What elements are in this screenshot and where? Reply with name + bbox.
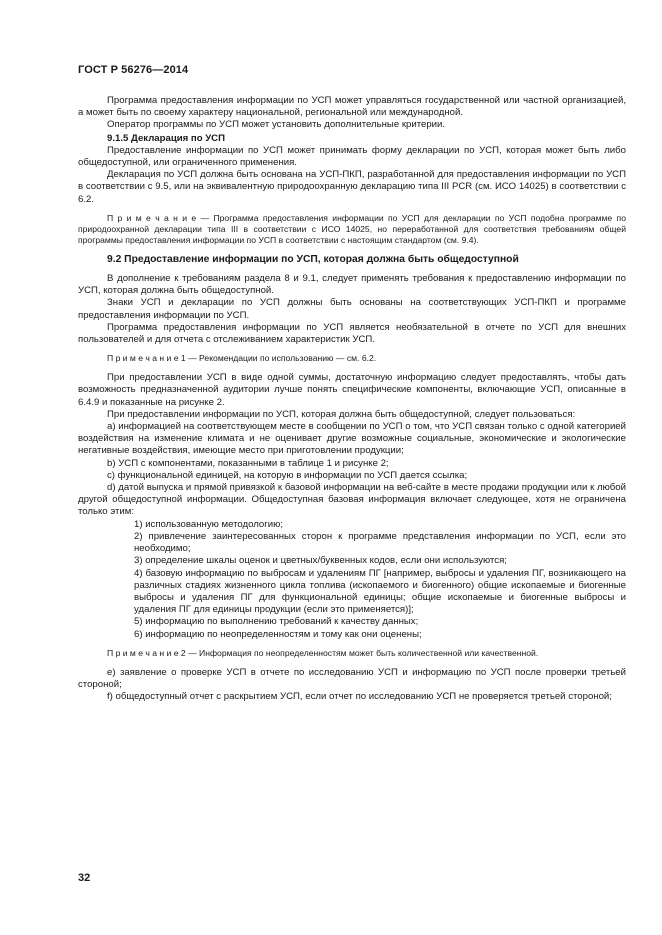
list-item: е) заявление о проверке УСП в отчете по исследованию УСП и информацию по УСП после проверки третьей стороной; xyxy=(78,666,626,690)
note-label: П р и м е ч а н и е 1 xyxy=(107,353,186,364)
note-label: П р и м е ч а н и е 2 xyxy=(107,647,186,658)
list-item: b) УСП с компонентами, показанными в таблице 1 и рисунке 2; xyxy=(107,457,389,469)
paragraph: Программа предоставления информации по УСП является необязательной в отчете по УСП для внешних пользователей и для отчета с отслеживанием характеристик УСП. xyxy=(78,321,626,346)
note xyxy=(78,353,626,364)
paragraph: Предоставление информации по УСП может принимать форму декларации по УСП, которая может быть либо общедоступной, или ограниченного применения. xyxy=(78,144,626,169)
document-body xyxy=(78,95,626,703)
sub-list-item: 1) использованную методологию; xyxy=(134,518,283,530)
note xyxy=(78,648,626,659)
note xyxy=(78,213,626,246)
page-number: 32 xyxy=(78,872,91,884)
paragraph: При предоставлении информации по УСП, которая должна быть общедоступной, следует пользоваться: xyxy=(107,408,576,420)
sub-list-item: 5) информацию по выполнению требований к качеству данных; xyxy=(134,616,419,628)
paragraph: При предоставлении УСП в виде одной суммы, достаточную информацию следует предоставлять, чтобы дать возможность предназначенной аудитории лучше понять специфические компоненты, включающие УСП, описанные в 6.4.9 и показанные на рисунке 2. xyxy=(78,372,626,408)
subsection-heading: 9.1.5 Декларация по УСП xyxy=(107,132,226,144)
paragraph: В дополнение к требованиям раздела 8 и 9.1, следует применять требования к предоставлению информации по УСП, которая должна быть общедоступной. xyxy=(78,273,626,297)
list-item: d) датой выпуска и прямой привязкой к базовой информации на веб-сайте в месте продажи продукции или к любой другой общедоступной информации. Общедоступная базовая информация включает следующее, хотя не ограничена только этим: xyxy=(78,482,626,518)
list-item: а) информацией на соответствующем месте в сообщении по УСП о том, что УСП связан только с одной категорией воздействия на изменение климата и не оценивает другие возможные социальные, экономические и экологические негативные воздействия, имеющие место при приготовлении продукции; xyxy=(78,421,626,457)
note-text: — Рекомендации по использованию — см. 6.2. xyxy=(185,353,377,364)
sub-list-item: 2) привлечение заинтересованных сторон к программе представления информации по УСП, если это необходимо; xyxy=(134,530,626,555)
list-item: c) функциональной единицей, на которую в информации по УСП дается ссылка; xyxy=(107,469,468,481)
paragraph: Программа предоставления информации по УСП может управляться государственной или частной организацией, а может быть по своему характеру национальной, региональной или международной. xyxy=(78,95,626,119)
standard-header: ГОСТ Р 56276—2014 xyxy=(78,64,189,76)
note-text: — Программа предоставления информации по УСП для декларации по УСП подобна программе по природоохранной декларации типа III в соответствии с ИСО 14025, но переработанной для соответствия требованиям общей программы предоставления информации по УСП в соответствии с настоящим стандартом (см. 9.4). xyxy=(78,212,626,245)
section-heading: 9.2 Предоставление информации по УСП, которая должна быть общедоступной xyxy=(107,253,519,265)
sub-list-item: 3) определение шкалы оценок и цветных/буквенных кодов, если они используются; xyxy=(134,555,507,567)
note-text: — Информация по неопределенностям может быть количественной или качественной. xyxy=(185,647,539,658)
paragraph: Знаки УСП и декларации по УСП должны быть основаны на соответствующих УСП-ПКП и программе предоставления информации по УСП. xyxy=(78,297,626,321)
note-label: П р и м е ч а н и е xyxy=(107,212,197,223)
sub-list-item: 6) информацию по неопределенностям и тому как они оценены; xyxy=(134,628,422,640)
paragraph: Декларация по УСП должна быть основана на УСП-ПКП, разработанной для предоставления информации по УСП в соответствии с 9.5, или на эквивалентную природоохранную декларацию типа III PCR (см. ИСО 14025) в соответствии с 6.2. xyxy=(78,169,626,205)
list-item: f) общедоступный отчет с раскрытием УСП, если отчет по исследованию УСП не проверяется третьей стороной; xyxy=(107,691,612,703)
sub-list-item: 4) базовую информацию по выбросам и удалениям ПГ [например, выбросы и удаления ПГ, возникающего на различных стадиях жизненного цикла топлива (ископаемого и биогенного) общие ископаемые и биогенные выбросы и удаления ПГ для функциональной единицы; общие ископаемые и биогенные выбросы и удаления ПГ для единицы продукции (если это применяется)]; xyxy=(134,567,626,616)
paragraph: Оператор программы по УСП может установить дополнительные критерии. xyxy=(107,119,446,131)
